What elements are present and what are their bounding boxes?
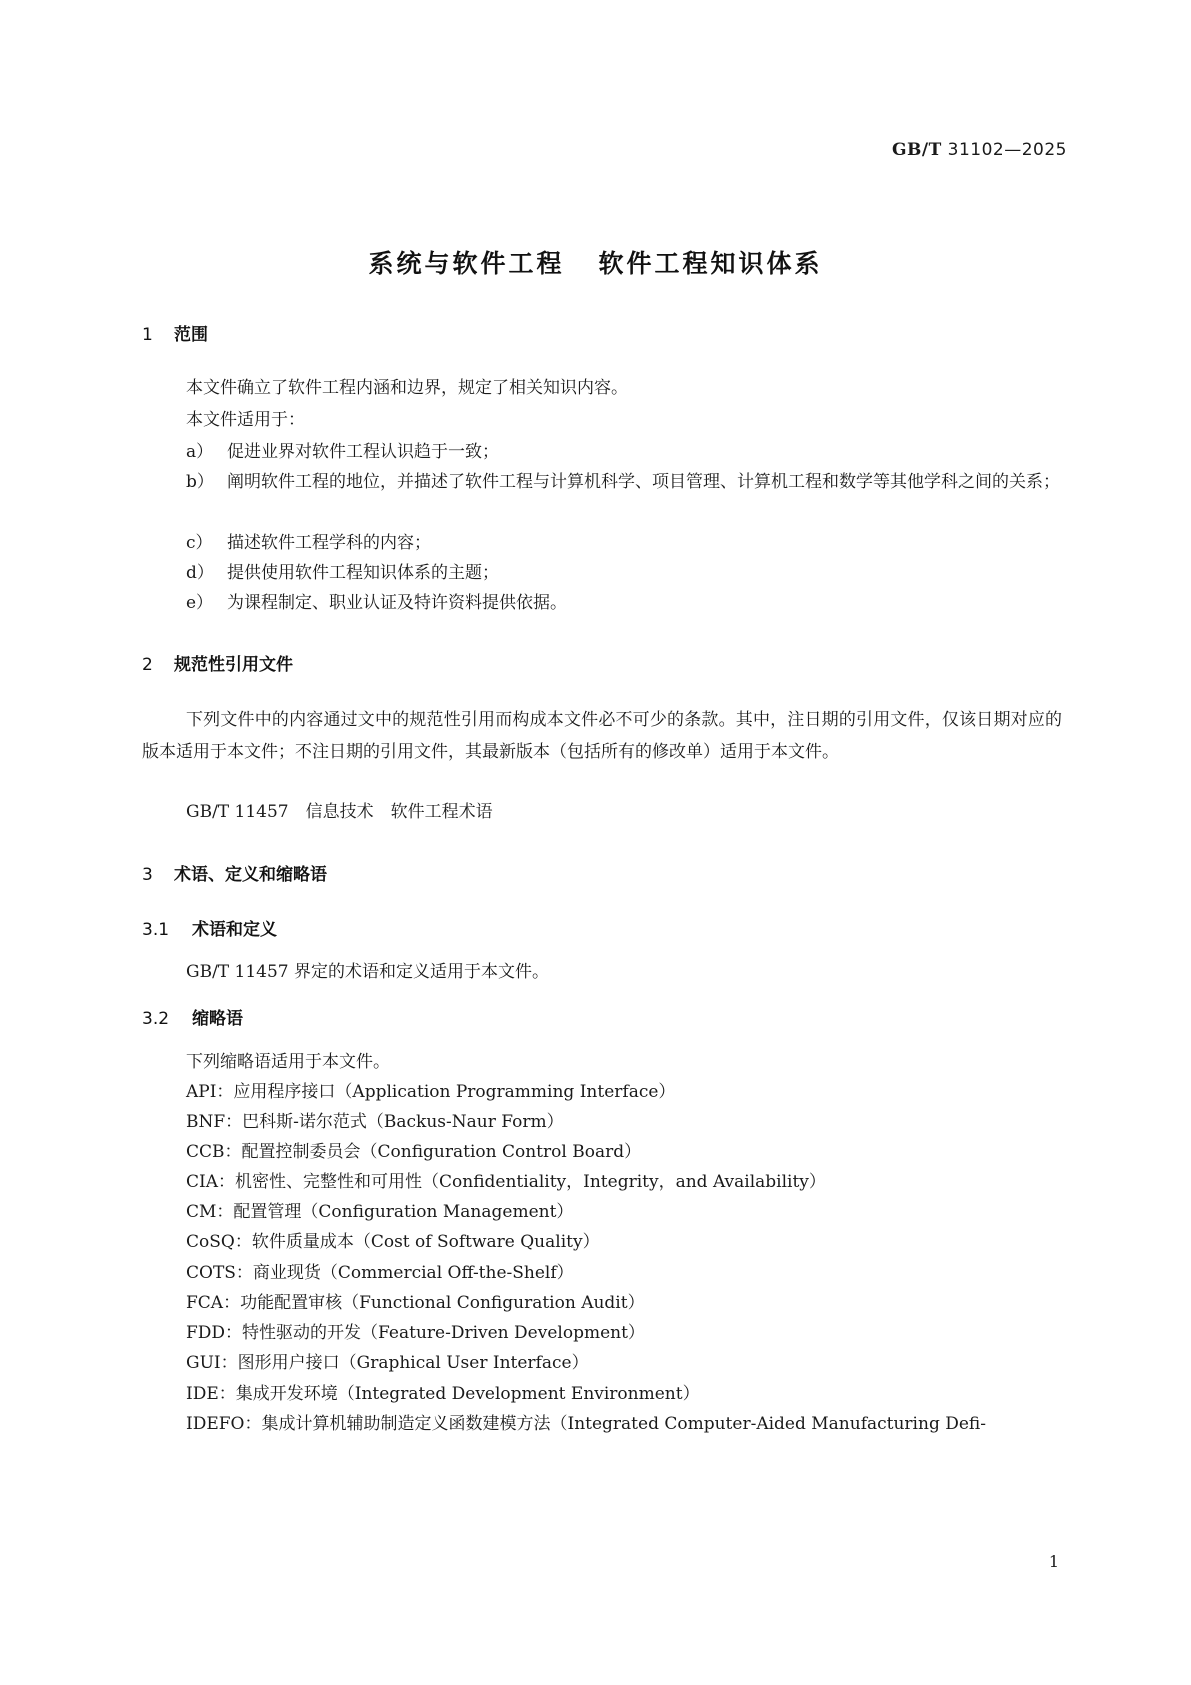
document-title (0, 244, 1191, 280)
abbreviation-item: IDEFO：集成计算机辅助制造定义函数建模方法（Integrated Computer-Aided Manufacturing Defi- (186, 1414, 987, 1434)
abbreviations-intro: 下列缩略语适用于本文件。 (186, 1052, 390, 1072)
section-number: 1 (142, 325, 153, 345)
section-1-heading (142, 320, 208, 345)
section-number: 2 (142, 655, 153, 675)
section-3-2-heading (142, 1004, 243, 1029)
abbreviation-item: IDE：集成开发环境（Integrated Development Environment） (186, 1384, 700, 1404)
list-item (186, 466, 1066, 498)
list-text: 为课程制定、职业认证及特许资料提供依据。 (227, 593, 567, 613)
list-marker: c） (186, 533, 213, 553)
abbreviation-item: FDD：特性驱动的开发（Feature-Driven Development） (186, 1323, 645, 1343)
abbreviation-item: API：应用程序接口（Application Programming Interface） (186, 1082, 676, 1102)
abbreviation-item: CIA：机密性、完整性和可用性（Confidentiality，Integrity，and Availability） (186, 1172, 826, 1192)
standard-code: 31102—2025 (947, 140, 1067, 160)
list-text: 描述软件工程学科的内容； (227, 533, 431, 553)
list-text: 促进业界对软件工程认识趋于一致； (227, 442, 499, 462)
abbreviation-item: FCA：功能配置审核（Functional Configuration Audit） (186, 1293, 645, 1313)
section-title: 术语、定义和缩略语 (174, 865, 327, 885)
normative-references-paragraph: 下列文件中的内容通过文中的规范性引用而构成本文件必不可少的条款。其中，注日期的引用文件，仅该日期对应的版本适用于本文件；不注日期的引用文件，其最新版本（包括所有的修改单）适用于本文件。 (142, 710, 1062, 762)
section-title: 缩略语 (192, 1009, 243, 1029)
scope-applicability: 本文件适用于： (186, 410, 305, 430)
list-marker: a） (186, 442, 214, 462)
abbreviation-item: GUI：图形用户接口（Graphical User Interface） (186, 1353, 589, 1373)
list-marker: e） (186, 593, 214, 613)
scope-paragraph: 本文件确立了软件工程内涵和边界，规定了相关知识内容。 (186, 378, 628, 398)
list-item (186, 527, 1066, 559)
list-item (186, 587, 1066, 619)
terms-paragraph: GB/T 11457 界定的术语和定义适用于本文件。 (186, 962, 550, 982)
abbreviation-item: CCB：配置控制委员会（Configuration Control Board） (186, 1142, 642, 1162)
section-number: 3.2 (142, 1009, 170, 1029)
list-item (186, 436, 1066, 468)
abbreviation-item: BNF：巴科斯-诺尔范式（Backus-Naur Form） (186, 1112, 564, 1132)
list-item (186, 557, 1066, 589)
page-number: 1 (1048, 1552, 1059, 1571)
abbreviation-item: CM：配置管理（Configuration Management） (186, 1202, 574, 1222)
standard-number (892, 140, 1067, 160)
list-text: 提供使用软件工程知识体系的主题； (227, 563, 499, 583)
standard-prefix: GB/T (892, 140, 942, 160)
abbreviation-item: COTS：商业现货（Commercial Off-the-Shelf） (186, 1263, 574, 1283)
title-part-2: 软件工程知识体系 (598, 249, 823, 278)
list-marker: b） (186, 472, 214, 492)
section-3-1-heading (142, 915, 277, 940)
section-number: 3 (142, 865, 153, 885)
section-number: 3.1 (142, 920, 170, 940)
abbreviation-item: CoSQ：软件质量成本（Cost of Software Quality） (186, 1232, 600, 1252)
section-2-heading (142, 650, 293, 675)
list-marker: d） (186, 563, 214, 583)
section-3-heading (142, 860, 327, 885)
reference-item: GB/T 11457 信息技术 软件工程术语 (186, 802, 493, 822)
section-title: 范围 (174, 325, 208, 345)
section-title: 术语和定义 (192, 920, 277, 940)
section-title: 规范性引用文件 (174, 655, 293, 675)
list-text: 阐明软件工程的地位，并描述了软件工程与计算机科学、项目管理、计算机工程和数学等其他学科之间的关系； (227, 472, 1060, 492)
title-part-1: 系统与软件工程 (368, 249, 565, 278)
